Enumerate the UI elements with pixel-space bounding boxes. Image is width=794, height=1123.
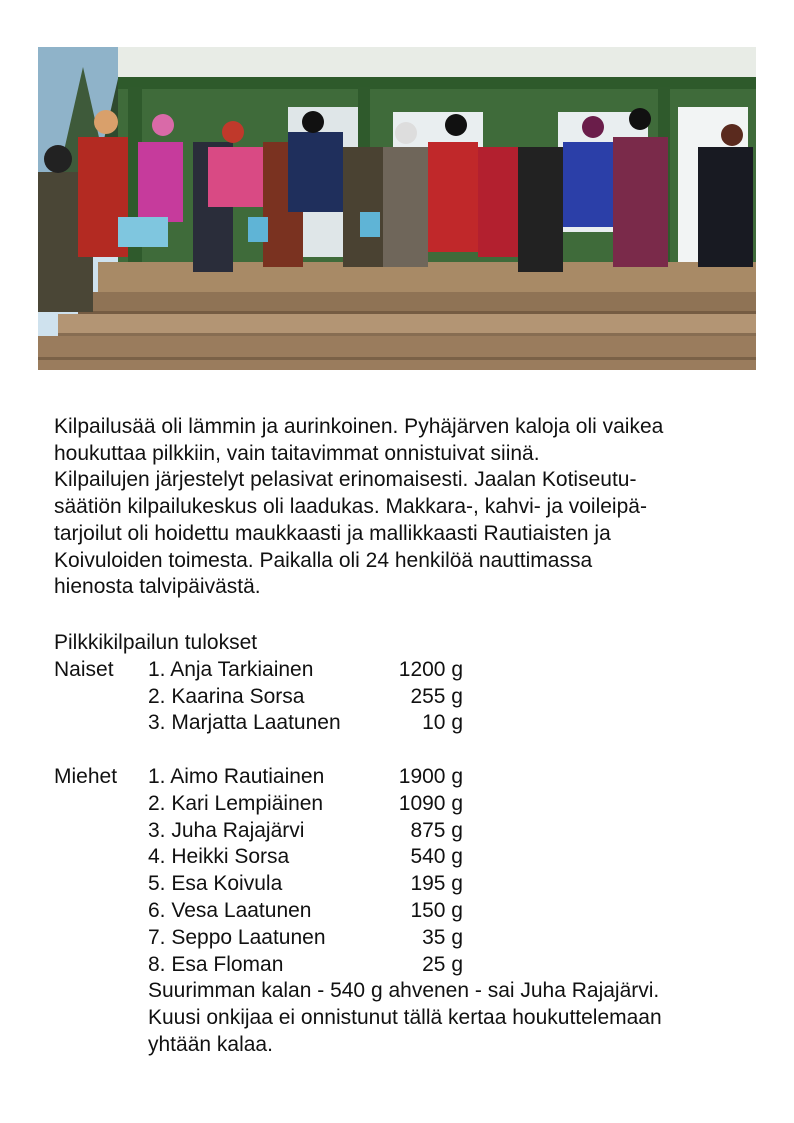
- result-row: [54, 925, 774, 952]
- result-weight: 875 g: [410, 818, 463, 842]
- result-name: 3. Juha Rajajärvi: [148, 818, 305, 842]
- note-line: Kuusi onkijaa ei onnistunut tällä kertaa houkuttelemaan: [148, 1006, 662, 1030]
- group-photo: [38, 47, 756, 370]
- result-weight: 540 g: [410, 845, 463, 869]
- result-row: [54, 898, 774, 925]
- result-name: 3. Marjatta Laatunen: [148, 711, 341, 735]
- result-name: 1. Anja Tarkiainen: [148, 657, 314, 681]
- article-body: [54, 414, 754, 601]
- body-line: Kilpailujen järjestelyt pelasivat erinomaisesti. Jaalan Kotiseutu-: [54, 468, 637, 492]
- group-photo-illustration: [38, 47, 756, 370]
- group-label-women: Naiset: [54, 657, 114, 681]
- body-line: säätiön kilpailukeskus oli laadukas. Makkara-, kahvi- ja voileipä-: [54, 495, 647, 519]
- body-line: hienosta talvipäivästä.: [54, 575, 261, 599]
- result-name: 2. Kari Lempiäinen: [148, 791, 324, 815]
- result-weight: 25 g: [422, 952, 463, 976]
- result-name: 6. Vesa Laatunen: [148, 898, 312, 922]
- result-row: [54, 764, 774, 791]
- result-weight: 255 g: [410, 684, 463, 708]
- result-row: [54, 952, 774, 979]
- result-name: 5. Esa Koivula: [148, 872, 283, 896]
- body-line: Kilpailusää oli lämmin ja aurinkoinen. Pyhäjärven kaloja oli vaikea: [54, 415, 664, 438]
- note-line: yhtään kalaa.: [148, 1032, 273, 1056]
- results-title-row: [54, 630, 774, 657]
- result-row: [54, 710, 774, 737]
- result-row: [54, 818, 774, 845]
- result-weight: 1900 g: [398, 764, 463, 788]
- result-weight: 195 g: [410, 872, 463, 896]
- result-name: 4. Heikki Sorsa: [148, 845, 290, 869]
- results-title: Pilkkikilpailun tulokset: [54, 631, 258, 654]
- results-notes: [148, 978, 758, 1058]
- result-row: [54, 684, 774, 711]
- result-row: [54, 844, 774, 871]
- results-section: [54, 630, 774, 1059]
- group-label-men: Miehet: [54, 764, 118, 788]
- result-weight: 1200 g: [398, 657, 463, 681]
- result-row: [54, 871, 774, 898]
- body-line: houkuttaa pilkkiin, vain taitavimmat onnistuivat siinä.: [54, 441, 540, 465]
- result-name: 2. Kaarina Sorsa: [148, 684, 305, 708]
- body-line: tarjoilut oli hoidettu maukkaasti ja mallikkaasti Rautiaisten ja: [54, 521, 611, 545]
- result-name: 1. Aimo Rautiainen: [148, 764, 325, 788]
- note-line: Suurimman kalan - 540 g ahvenen - sai Juha Rajajärvi.: [148, 979, 660, 1003]
- result-weight: 10 g: [422, 711, 463, 735]
- body-line: Koivuloiden toimesta. Paikalla oli 24 henkilöä nauttimassa: [54, 548, 593, 572]
- result-name: 7. Seppo Laatunen: [148, 925, 326, 949]
- result-name: 8. Esa Floman: [148, 952, 284, 976]
- result-row: [54, 657, 774, 684]
- result-weight: 150 g: [410, 898, 463, 922]
- result-weight: 35 g: [422, 925, 463, 949]
- result-weight: 1090 g: [398, 791, 463, 815]
- section-spacer: [54, 737, 774, 764]
- result-row: [54, 791, 774, 818]
